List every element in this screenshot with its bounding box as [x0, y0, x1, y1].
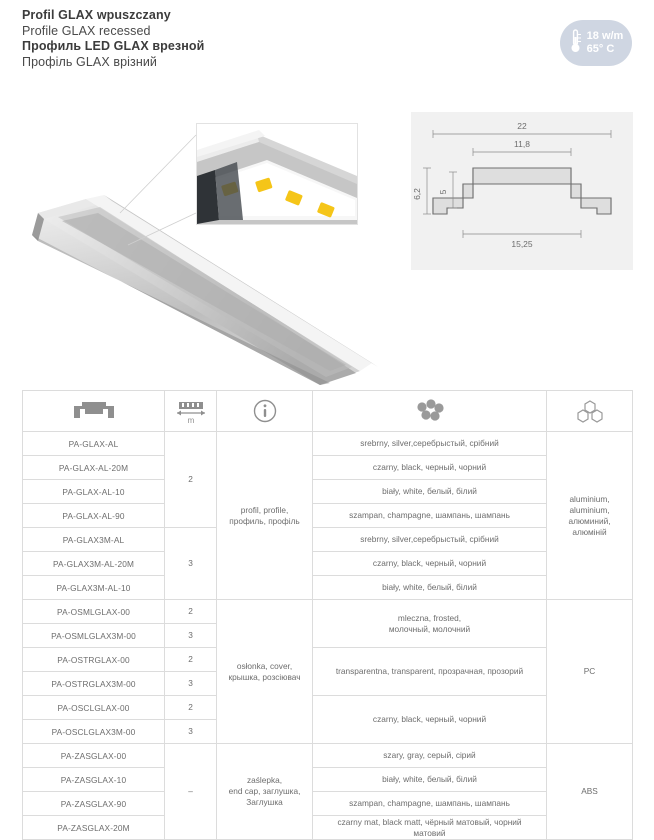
- table-row: [23, 744, 633, 768]
- quantity-value: –: [165, 744, 217, 840]
- page-title: [22, 8, 204, 70]
- color-value: mleczna, frosted, молочный, молочний: [313, 600, 547, 648]
- table-row: [23, 648, 633, 672]
- description-cell: osłonka, cover, крышка, розсіювач: [217, 600, 313, 744]
- quantity-value: 3: [165, 720, 217, 744]
- dim-bottom-label: 15,25: [511, 239, 533, 249]
- material-cell: PC: [547, 600, 633, 744]
- table-row: [23, 816, 633, 840]
- svg-text:m: m: [187, 416, 194, 424]
- table-row: [23, 504, 633, 528]
- product-code: PA-GLAX-AL-90: [23, 504, 165, 528]
- product-photo: [0, 95, 400, 385]
- dim-inner-label: 11,8: [514, 139, 530, 149]
- table-row: [23, 552, 633, 576]
- description-cell: profil, profile, профиль, профіль: [217, 432, 313, 600]
- quantity-value: 2: [165, 432, 217, 528]
- description-cell: zaślepka, end cap, заглушка, Заглушка: [217, 744, 313, 840]
- spec-table-wrap: [22, 390, 632, 840]
- product-code: PA-GLAX3M-AL: [23, 528, 165, 552]
- product-code: PA-GLAX-AL-10: [23, 480, 165, 504]
- color-value: srebrny, silver,серебрыстый, срібний: [313, 528, 547, 552]
- color-value: biały, white, белый, білий: [313, 576, 547, 600]
- dim-top-label: 22: [517, 121, 527, 131]
- product-code: PA-OSTRGLAX3M-00: [23, 672, 165, 696]
- product-code: PA-ZASGLAX-90: [23, 792, 165, 816]
- product-code: PA-ZASGLAX-00: [23, 744, 165, 768]
- color-value: transparentna, transparent, прозрачная, прозорий: [313, 648, 547, 696]
- title-line-ua: Профіль GLAX врізний: [22, 54, 158, 69]
- quantity-value: 2: [165, 696, 217, 720]
- product-code: PA-GLAX3M-AL-10: [23, 576, 165, 600]
- product-code: PA-OSCLGLAX3M-00: [23, 720, 165, 744]
- spec-table: [22, 390, 633, 840]
- profile-icon: [23, 400, 164, 422]
- table-row: [23, 768, 633, 792]
- header-info-icon-cell: [217, 391, 313, 432]
- table-row: [23, 696, 633, 720]
- dim-height2-label: 5: [438, 189, 448, 195]
- table-row: [23, 432, 633, 456]
- status-badge: [560, 20, 632, 66]
- quantity-value: 3: [165, 624, 217, 648]
- color-palette-icon: [313, 399, 546, 423]
- color-value: czarny mat, black matt, чёрный матовый, чорний матовий: [313, 816, 547, 840]
- product-code: PA-GLAX-AL-20M: [23, 456, 165, 480]
- color-value: biały, white, белый, білий: [313, 480, 547, 504]
- table-row: [23, 528, 633, 552]
- color-value: szampan, champagne, шампань, шампань: [313, 792, 547, 816]
- dim-height-label: 6,2: [412, 188, 422, 200]
- leader-lines: [0, 95, 400, 385]
- length-meter-icon: [165, 398, 216, 424]
- product-code: PA-GLAX3M-AL-20M: [23, 552, 165, 576]
- product-code: PA-ZASGLAX-10: [23, 768, 165, 792]
- table-row: [23, 600, 633, 624]
- technical-drawing: [411, 112, 633, 270]
- quantity-value: 2: [165, 600, 217, 624]
- color-value: czarny, black, черный, чорний: [313, 552, 547, 576]
- quantity-value: 3: [165, 672, 217, 696]
- title-line-ru: Профиль LED GLAX врезной: [22, 39, 205, 53]
- header-material-icon-cell: [547, 391, 633, 432]
- material-cell: ABS: [547, 744, 633, 840]
- quantity-value: 2: [165, 648, 217, 672]
- thermometer-icon: [569, 28, 582, 59]
- info-icon: [217, 399, 312, 423]
- title-line-en: Profile GLAX recessed: [22, 23, 151, 38]
- material-cell: aluminium, aluminium, алюминий, алюміній: [547, 432, 633, 600]
- product-code: PA-GLAX-AL: [23, 432, 165, 456]
- product-code: PA-OSCLGLAX-00: [23, 696, 165, 720]
- table-row: [23, 792, 633, 816]
- color-value: czarny, black, черный, чорний: [313, 696, 547, 744]
- title-line-pl: Profil GLAX wpuszczany: [22, 8, 171, 22]
- header-profile-icon-cell: [23, 391, 165, 432]
- thermal-values: [587, 30, 624, 56]
- header-color-icon-cell: [313, 391, 547, 432]
- table-row: [23, 576, 633, 600]
- table-header-icons: [23, 391, 633, 432]
- product-code: PA-OSMLGLAX3M-00: [23, 624, 165, 648]
- color-value: szary, gray, серый, сірий: [313, 744, 547, 768]
- product-code: PA-OSMLGLAX-00: [23, 600, 165, 624]
- table-row: [23, 456, 633, 480]
- header-length-icon-cell: [165, 391, 217, 432]
- color-value: srebrny, silver,серебрыстый, срібний: [313, 432, 547, 456]
- material-cubes-icon: [547, 399, 632, 423]
- table-row: [23, 480, 633, 504]
- color-value: szampan, champagne, шампань, шампань: [313, 504, 547, 528]
- quantity-value: 3: [165, 528, 217, 600]
- product-code: PA-OSTRGLAX-00: [23, 648, 165, 672]
- temperature-value: 65° C: [586, 43, 615, 55]
- power-value: 18 w/m: [586, 30, 624, 42]
- product-code: PA-ZASGLAX-20M: [23, 816, 165, 840]
- color-value: czarny, black, черный, чорний: [313, 456, 547, 480]
- color-value: biały, white, белый, білий: [313, 768, 547, 792]
